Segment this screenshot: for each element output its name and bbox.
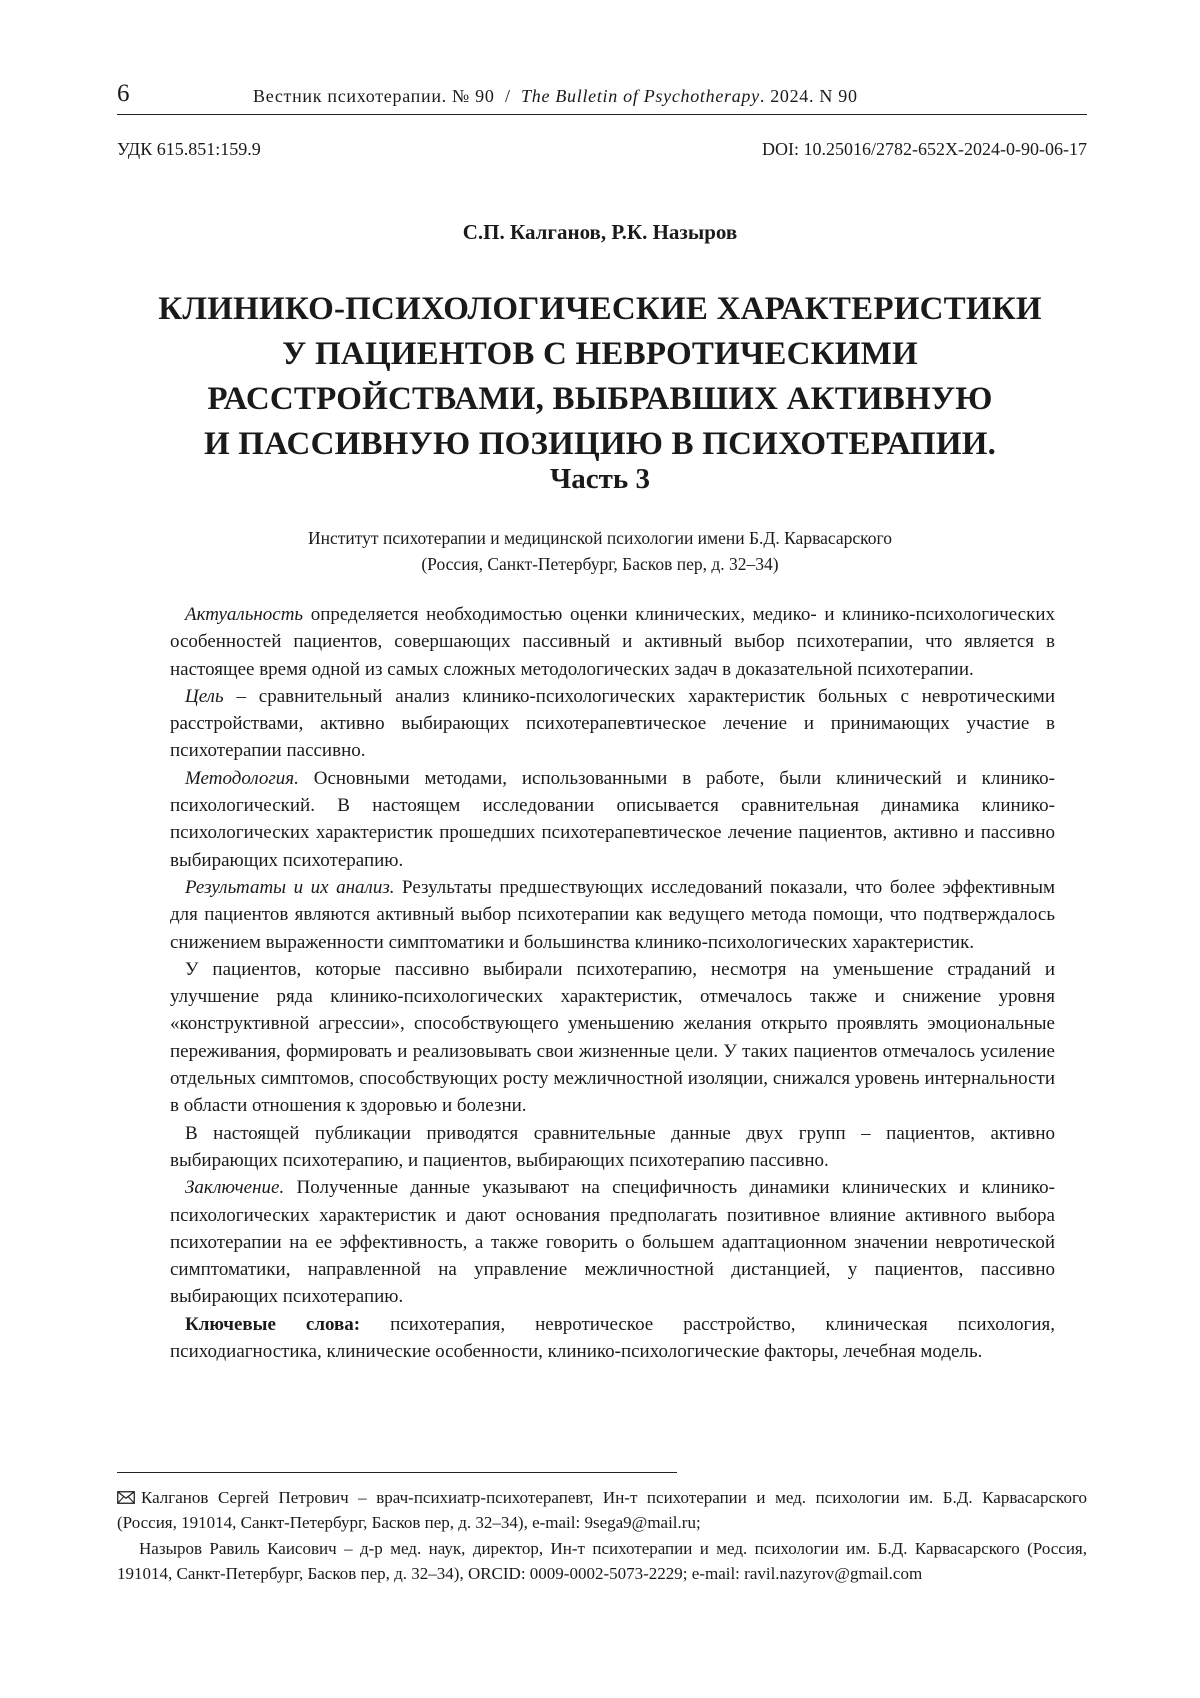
- footnote-author-1-text: Калганов Сергей Петрович – врач-психиатр-психотерапевт, Ин-т психотерапии и мед. психологии им. Б.Д. Карвасарского (Россия, 191014, Санкт-Петербург, Басков пер, д. 32–34), e-mail: 9sega9@mail.ru;: [117, 1488, 1087, 1533]
- abstract-conclusion: [170, 1174, 1055, 1310]
- journal-title: [253, 86, 858, 107]
- running-header: [117, 80, 1087, 115]
- journal-title-ru: Вестник психотерапии. № 90: [253, 86, 495, 106]
- abstract-results-p2: У пациентов, которые пассивно выбирали психотерапию, несмотря на уменьшение страданий и улучшение ряда клинико-психологических характеристик, отмечалось также и снижение уровня «конструктивной агрессии», способствующего уменьшению желания открыто проявлять эмоциональные переживания, формировать и реализовывать свои жизненные цели. У таких пациентов отмечалось усиление отдельных симптомов, способствующих росту межличностной изоляции, снижался уровень интернальности в области отношения к здоровью и болезни.: [170, 958, 1055, 1117]
- conclusion-text: Полученные данные указывают на специфичность динамики клинических и клинико-психологических характеристик и дают основания предполагать позитивное влияние активного выбора психотерапии на ее эффективность, а также говорить о большем адаптационном значении невротической симптоматики, направленной на управление межличностной дистанцией, у пациентов, пассивно выбирающих психотерапию.: [170, 1177, 1055, 1308]
- article-subtitle: Часть 3: [550, 463, 650, 495]
- results-label: Результаты и их анализ.: [185, 876, 395, 898]
- udk-code: УДК 615.851:159.9: [117, 139, 261, 159]
- footnote-divider: [117, 1472, 677, 1473]
- methods-label: Методология.: [185, 767, 299, 789]
- affiliation-address: (Россия, Санкт-Петербург, Басков пер, д. 32–34): [421, 554, 779, 574]
- footnote-author-1: [117, 1485, 1087, 1536]
- affiliation-name: Институт психотерапии и медицинской психологии имени Б.Д. Карвасарского: [307, 528, 892, 548]
- abstract-keywords: [170, 1311, 1055, 1366]
- relevance-text: определяется необходимостью оценки клинических, медико- и клинико-психологических особенностей пациентов, совершающих пассивный и активный выбор психотерапии, что является в настоящее время одной из самых сложных методологических задач в доказательной психотерапии.: [170, 604, 1055, 680]
- article-title: [100, 287, 1100, 467]
- keywords-text: психотерапия, невротическое расстройство, клиническая психология, психодиагностика, клинические особенности, клинико-психологические факторы, лечебная модель.: [170, 1313, 1055, 1363]
- page-number: 6: [117, 80, 130, 107]
- author-footnotes: [117, 1485, 1087, 1586]
- envelope-icon: [117, 1486, 135, 1499]
- methods-text: Основными методами, использованными в работе, были клинический и клинико-психологический. В настоящем исследовании описывается сравнительная динамика клинико-психологических характеристик прошедших психотерапевтическое лечение пациентов, активно и пассивно выбирающих психотерапию.: [170, 767, 1055, 871]
- relevance-label: Актуальность: [185, 604, 304, 625]
- doi: DOI: 10.25016/2782-652X-2024-0-90-06-17: [762, 139, 1087, 159]
- title-line: РАССТРОЙСТВАМИ, ВЫБРАВШИХ АКТИВНУЮ: [207, 381, 993, 417]
- footnote-author-2: Назыров Равиль Каисович – д-р мед. наук, директор, Ин-т психотерапии и мед. психологии им. Б.Д. Карвасарского (Россия, 191014, Санкт-Петербург, Басков пер, д. 32–34), ORCID: 0009-0002-5073-2229; e-mail: ravil.nazyrov@gmail.com: [117, 1538, 1087, 1583]
- title-line: КЛИНИКО-ПСИХОЛОГИЧЕСКИЕ ХАРАКТЕРИСТИКИ: [158, 291, 1042, 327]
- abstract-goal: [170, 683, 1055, 765]
- results-text: Результаты предшествующих исследований показали, что более эффективным для пациентов являются активный выбор психотерапии как ведущего метода помощи, что подтверждалось снижением выраженности симптоматики и большинства клинико-психологических характеристик.: [170, 876, 1055, 953]
- conclusion-label: Заключение.: [185, 1177, 285, 1199]
- journal-title-separator: /: [504, 86, 511, 106]
- abstract-relevance: [170, 601, 1055, 683]
- journal-title-en: The Bulletin of Psychotherapy: [521, 86, 760, 106]
- article-authors: С.П. Калганов, Р.К. Назыров: [462, 220, 738, 244]
- keywords-label: Ключевые слова:: [185, 1313, 361, 1335]
- abstract-results-p3: В настоящей публикации приводятся сравнительные данные двух групп – пациентов, активно выбирающих психотерапию, и пациентов, выбирающих психотерапию пассивно.: [170, 1122, 1055, 1171]
- abstract-results: [170, 874, 1055, 956]
- title-line: И ПАССИВНУЮ ПОЗИЦИЮ В ПСИХОТЕРАПИИ.: [203, 426, 997, 462]
- affiliation: [0, 525, 1200, 577]
- journal-year-issue: . 2024. N 90: [759, 86, 858, 106]
- title-line: У ПАЦИЕНТОВ С НЕВРОТИЧЕСКИМИ: [282, 336, 918, 372]
- goal-label: Цель: [185, 685, 224, 707]
- abstract-methods: [170, 765, 1055, 874]
- goal-text: – сравнительный анализ клинико-психологических характеристик больных с невротическими расстройствами, активно выбирающих психотерапевтическое лечение и принимающих участие в психотерапии пассивно.: [170, 685, 1055, 762]
- abstract: [170, 601, 1055, 1365]
